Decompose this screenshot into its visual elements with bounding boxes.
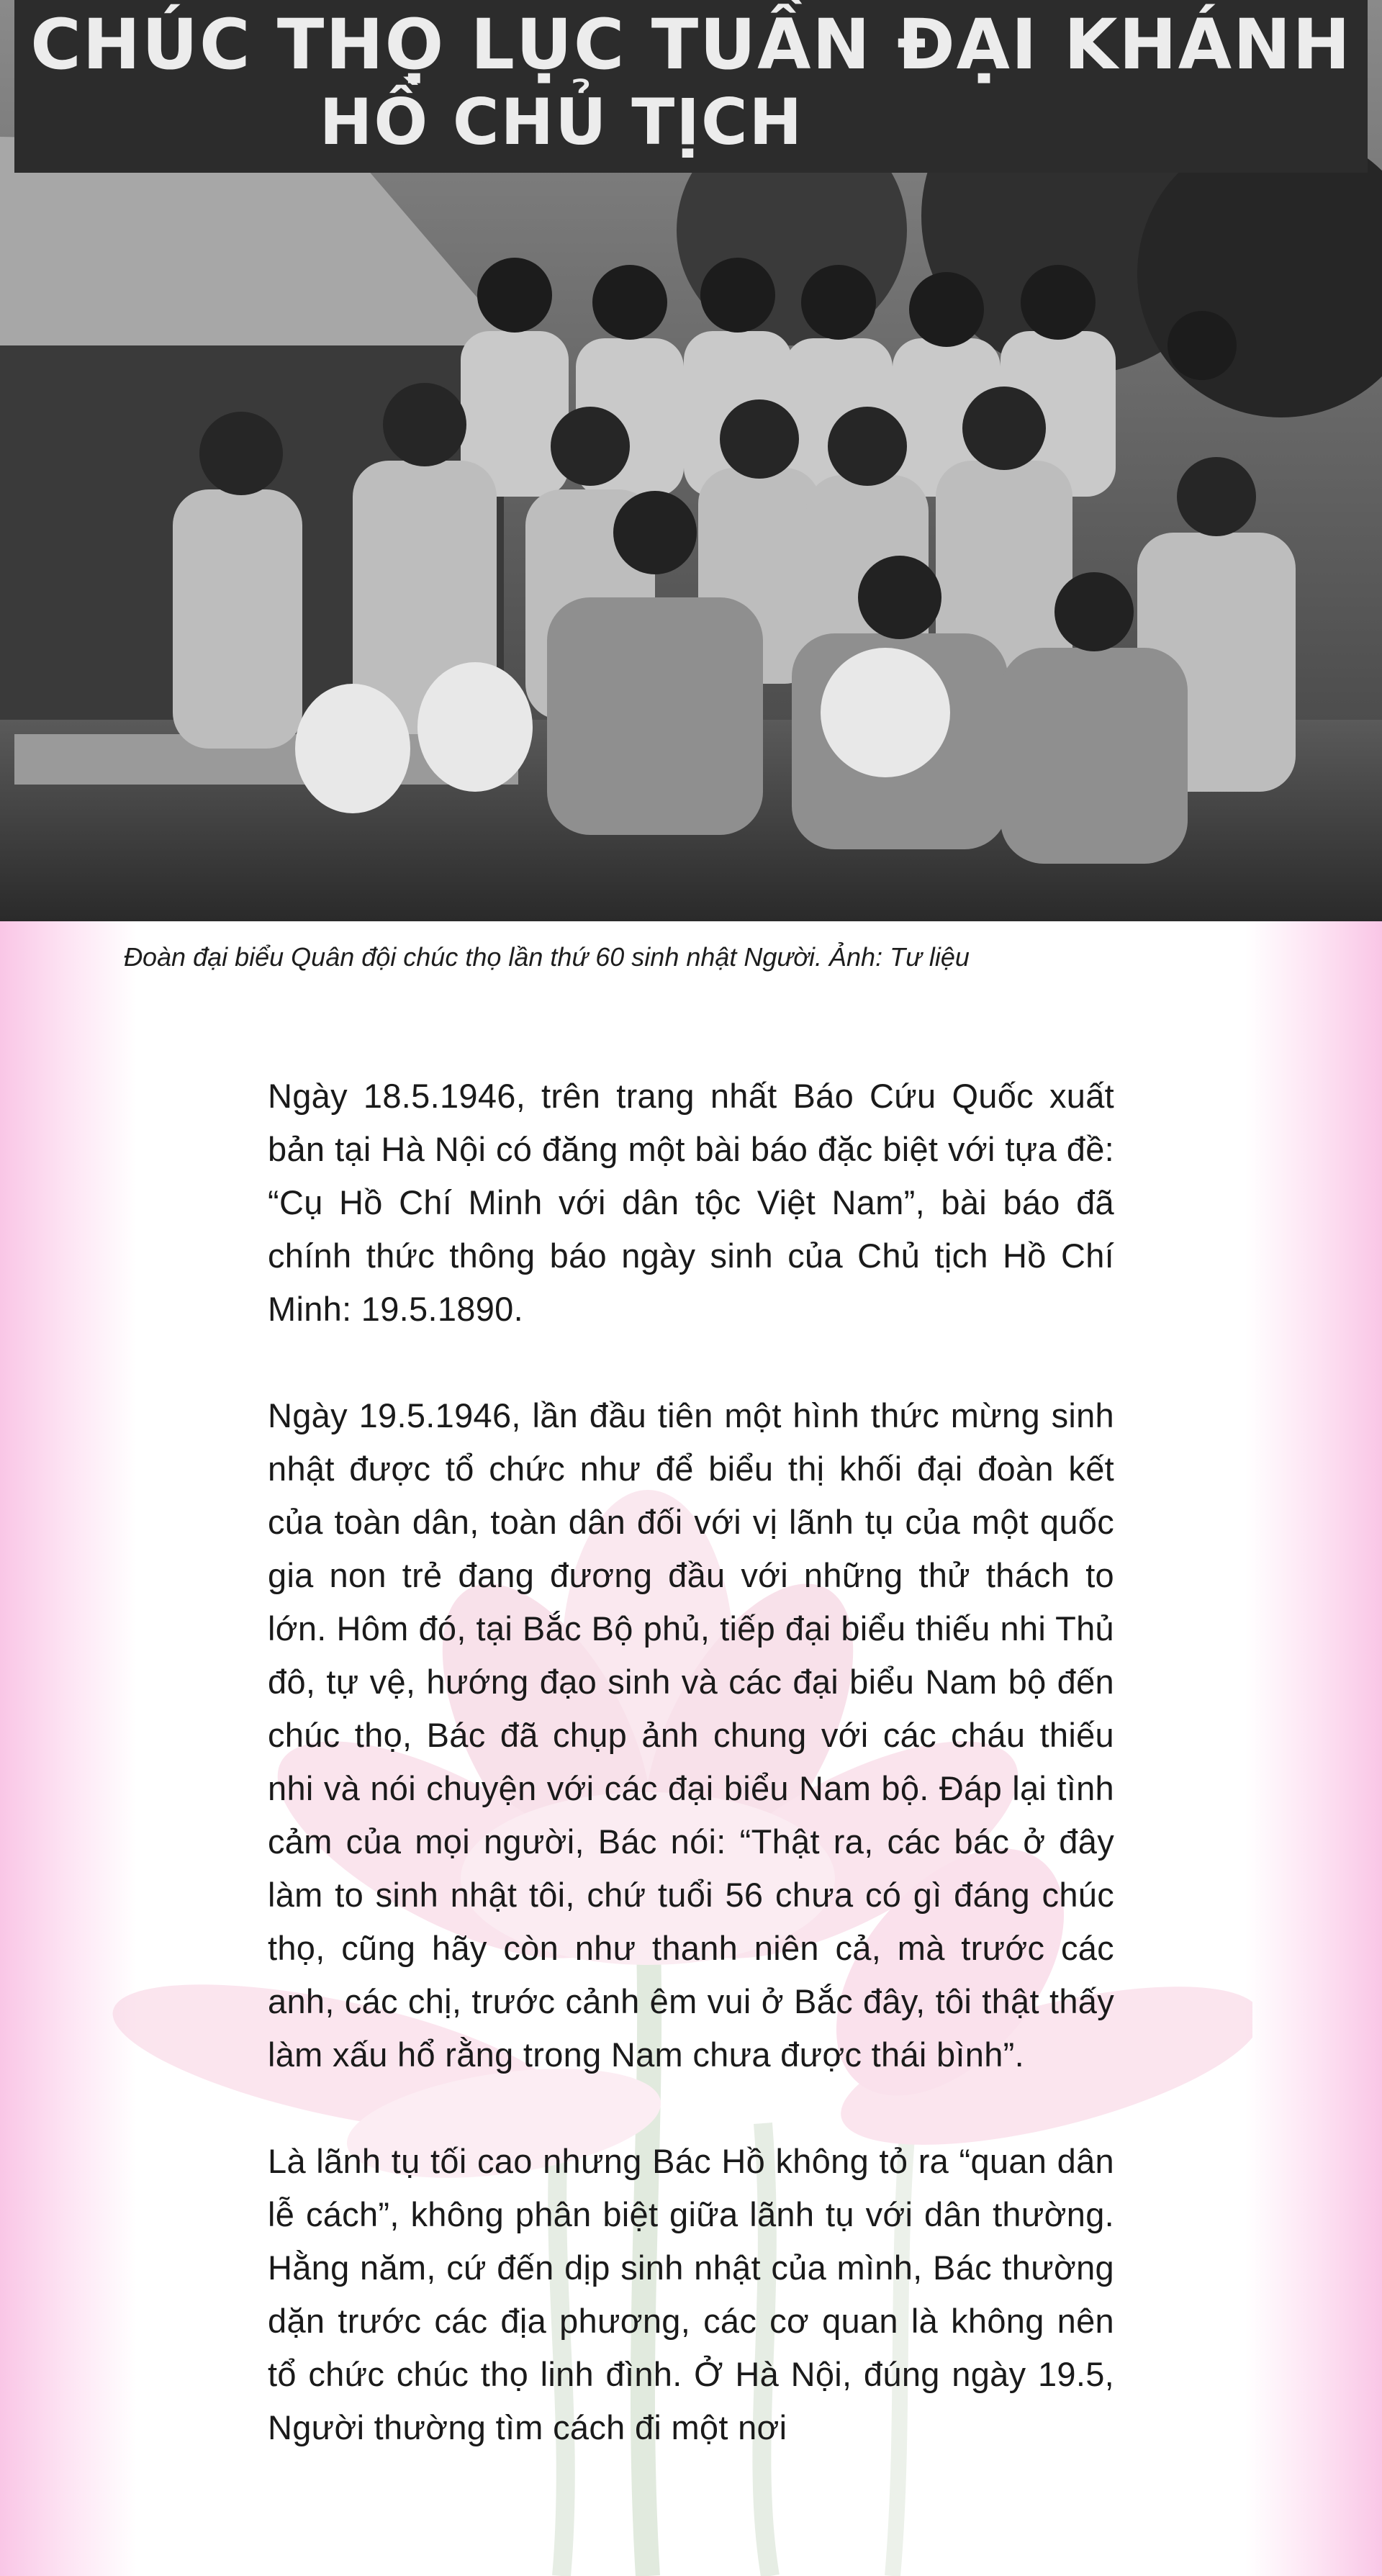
banner-line-1: CHÚC THỌ LỤC TUẦN ĐẠI KHÁNH	[30, 4, 1352, 85]
historic-group-photo	[0, 0, 1382, 921]
paragraph-3: Là lãnh tụ tối cao nhưng Bác Hồ không tỏ ra “quan dân lễ cách”, không phân biệt giữa lãnh tụ với dân thường. Hằng năm, cứ đến dịp sinh nhật của mình, Bác thường dặn trước các địa phương, các cơ quan là không nên tổ chức chúc thọ linh đình. Ở Hà Nội, đúng ngày 19.5, Người thường tìm cách đi một nơi	[268, 2142, 1114, 2446]
paragraph-2: Ngày 19.5.1946, lần đầu tiên một hình thức mừng sinh nhật được tổ chức như để biểu thị khối đại đoàn kết của toàn dân, toàn dân đối với vị lãnh tụ của một quốc gia non trẻ đang đương đầu với những thử thách to lớn. Hôm đó, tại Bắc Bộ phủ, tiếp đại biểu thiếu nhi Thủ đô, tự vệ, hướng đạo sinh và các đại biểu Nam bộ đến chúc thọ, Bác đã chụp ảnh chung với các cháu thiếu nhi và nói chuyện với các đại biểu Nam bộ. Đáp lại tình cảm của mọi người, Bác nói: “Thật ra, các bác ở đây làm to sinh nhật tôi, chứ tuổi 56 chưa có gì đáng chúc thọ, cũng hãy còn như thanh niên cả, mà trước các anh, các chị, trước cảnh êm vui ở Bắc đây, tôi thật thấy làm xấu hổ rằng trong Nam chưa được thái bình”.	[268, 1396, 1114, 2074]
paragraph-1: Ngày 18.5.1946, trên trang nhất Báo Cứu Quốc xuất bản tại Hà Nội có đăng một bài báo đặc biệt với tựa đề: “Cụ Hồ Chí Minh với dân tộc Việt Nam”, bài báo đã chính thức thông báo ngày sinh của Chủ tịch Hồ Chí Minh: 19.5.1890.	[268, 1077, 1114, 1328]
photo-caption: Đoàn đại biểu Quân đội chúc thọ lần thứ 60 sinh nhật Người. Ảnh: Tư liệu	[124, 942, 970, 972]
article-body	[268, 1070, 1114, 2508]
banner-line-2: HỒ CHỦ TỊCH	[319, 85, 804, 159]
